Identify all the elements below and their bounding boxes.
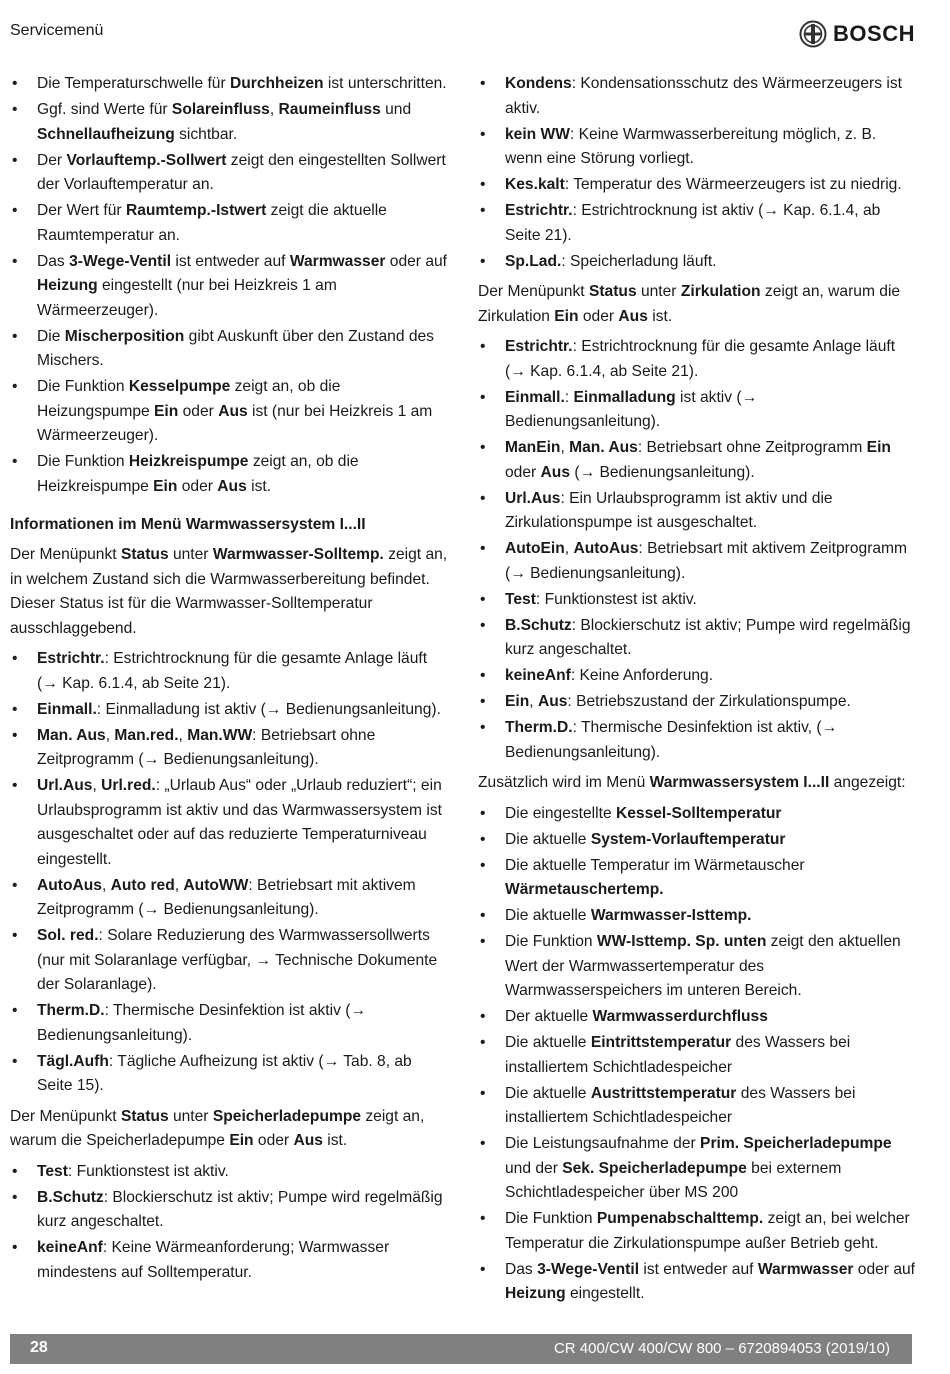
paragraph: Der Menüpunkt Status unter Speicherladepumpe zeigt an, warum die Speicherladepumpe Ein oder Aus ist. <box>10 1107 425 1149</box>
list-item: • Url.Aus, Url.red.: „Urlaub Aus“ oder „Urlaub reduziert“; ein Urlaubsprogramm ist aktiv und das Warmwassersystem ist ausgeschaltet oder auf das reduzierte Temperaturniveau eingestellt. <box>10 774 450 872</box>
list-item: • Die Funktion Heizkreispumpe zeigt an, ob die Heizkreispumpe Ein oder Aus ist. <box>10 450 450 499</box>
list-item: • Tägl.Aufh: Tägliche Aufheizung ist aktiv (→ Tab. 8, ab Seite 15). <box>10 1050 450 1099</box>
list-item: • Einmall.: Einmalladung ist aktiv (→ Bedienungsanleitung). <box>478 386 915 435</box>
list-item: • Ggf. sind Werte für Solareinfluss, Raumeinfluss und Schnellaufheizung sichtbar. <box>10 98 450 147</box>
list-item: • keineAnf: Keine Anforderung. <box>478 664 915 689</box>
list-item: • Die aktuelle Temperatur im Wärmetauscher Wärmetauschertemp. <box>478 854 915 903</box>
paragraph: Der Menüpunkt Status unter Warmwasser-Solltemp. zeigt an, in welchem Zustand sich die Warmwasserbereitung befindet. Dieser Status ist für die Warmwasser-Solltemperatur ausschlaggebend. <box>10 546 448 637</box>
list-item: • Die aktuelle Eintrittstemperatur des Wassers bei installiertem Schichtladespeicher <box>478 1031 915 1080</box>
bullet-list <box>10 1160 450 1286</box>
list-item: • keineAnf: Keine Wärmeanforderung; Warmwasser mindestens auf Solltemperatur. <box>10 1236 450 1285</box>
bullet-list <box>478 802 915 1307</box>
list-item: • Die aktuelle Warmwasser-Isttemp. <box>478 904 915 929</box>
list-item: • Die Funktion Kesselpumpe zeigt an, ob die Heizungspumpe Ein oder Aus ist (nur bei Heizkreis 1 am Wärmeerzeuger). <box>10 375 450 449</box>
list-item: • AutoEin, AutoAus: Betriebsart mit aktivem Zeitprogramm (→ Bedienungsanleitung). <box>478 537 915 586</box>
list-item: • Url.Aus: Ein Urlaubsprogramm ist aktiv und die Zirkulationspumpe ist ausgeschaltet. <box>478 487 915 536</box>
list-item: • Estrichtr.: Estrichtrocknung für die gesamte Anlage läuft (→ Kap. 6.1.4, ab Seite 21). <box>478 335 915 384</box>
list-item: • Die Funktion WW-Isttemp. Sp. unten zeigt den aktuellen Wert der Warmwassertemperatur des Warmwasserspeichers im unteren Bereich. <box>478 930 915 1004</box>
list-item: • Sp.Lad.: Speicherladung läuft. <box>478 250 915 275</box>
page-number: 28 <box>30 1339 48 1356</box>
brand-logo <box>799 20 915 48</box>
list-item: • ManEin, Man. Aus: Betriebsart ohne Zeitprogramm Ein oder Aus (→ Bedienungsanleitung). <box>478 436 915 485</box>
list-item: • Das 3-Wege-Ventil ist entweder auf Warmwasser oder auf Heizung eingestellt. <box>478 1258 915 1307</box>
list-item: • Die eingestellte Kessel-Solltemperatur <box>478 802 915 827</box>
left-column <box>10 72 450 1291</box>
page-header <box>10 20 915 46</box>
paragraph: Der Menüpunkt Status unter Zirkulation zeigt an, warum die Zirkulation Ein oder Aus ist. <box>478 283 901 325</box>
list-item: • Die aktuelle System-Vorlauftemperatur <box>478 828 915 853</box>
list-item: • B.Schutz: Blockierschutz ist aktiv; Pumpe wird regelmäßig kurz angeschaltet. <box>10 1186 450 1235</box>
list-item: • Der aktuelle Warmwasserdurchfluss <box>478 1005 915 1030</box>
paragraph: Zusätzlich wird im Menü Warmwassersystem I...II angezeigt: <box>478 774 906 791</box>
bullet-list <box>478 72 915 274</box>
list-item: • Estrichtr.: Estrichtrocknung für die gesamte Anlage läuft (→ Kap. 6.1.4, ab Seite 21). <box>10 647 450 696</box>
brand-name: BOSCH <box>833 21 915 46</box>
list-item: • Estrichtr.: Estrichtrocknung ist aktiv (→ Kap. 6.1.4, ab Seite 21). <box>478 199 915 248</box>
list-item: • Die Leistungsaufnahme der Prim. Speicherladepumpe und der Sek. Speicherladepumpe bei externem Schichtladespeicher über MS 200 <box>478 1132 915 1206</box>
list-item: • Der Vorlauftemp.-Sollwert zeigt den eingestellten Sollwert der Vorlauftemperatur an. <box>10 149 450 198</box>
list-item: • Therm.D.: Thermische Desinfektion ist aktiv, (→ Bedienungsanleitung). <box>478 716 915 765</box>
list-item: • Kondens: Kondensationsschutz des Wärmeerzeugers ist aktiv. <box>478 72 915 121</box>
section-heading: Informationen im Menü Warmwassersystem I...II <box>10 516 366 533</box>
list-item: • B.Schutz: Blockierschutz ist aktiv; Pumpe wird regelmäßig kurz angeschaltet. <box>478 614 915 663</box>
bullet-list <box>10 647 450 1099</box>
list-item: • Man. Aus, Man.red., Man.WW: Betriebsart ohne Zeitprogramm (→ Bedienungsanleitung). <box>10 724 450 773</box>
list-item: • Test: Funktionstest ist aktiv. <box>10 1160 450 1185</box>
page-footer <box>10 1334 912 1364</box>
bosch-armature-icon <box>799 20 827 48</box>
list-item: • kein WW: Keine Warmwasserbereitung möglich, z. B. wenn eine Störung vorliegt. <box>478 123 915 172</box>
list-item: • Die Mischerposition gibt Auskunft über den Zustand des Mischers. <box>10 325 450 374</box>
list-item: • Das 3-Wege-Ventil ist entweder auf Warmwasser oder auf Heizung eingestellt (nur bei Heizkreis 1 am Wärmeerzeuger). <box>10 250 450 324</box>
bullet-list <box>478 335 915 765</box>
list-item: • Die Funktion Pumpenabschalttemp. zeigt an, bei welcher Temperatur die Zirkulationspumpe außer Betrieb geht. <box>478 1207 915 1256</box>
bullet-list <box>10 72 450 499</box>
list-item: • Sol. red.: Solare Reduzierung des Warmwassersollwerts (nur mit Solaranlage verfügbar, → Technische Dokumente der Solaranlage). <box>10 924 450 998</box>
list-item: • Die aktuelle Austrittstemperatur des Wassers bei installiertem Schichtladespeicher <box>478 1082 915 1131</box>
list-item: • Ein, Aus: Betriebszustand der Zirkulationspumpe. <box>478 690 915 715</box>
section-title: Servicemenü <box>10 22 104 39</box>
list-item: • Die Temperaturschwelle für Durchheizen ist unterschritten. <box>10 72 450 97</box>
right-column <box>478 72 915 1313</box>
list-item: • Test: Funktionstest ist aktiv. <box>478 588 915 613</box>
document-id: CR 400/CW 400/CW 800 – 6720894053 (2019/10) <box>553 1340 890 1357</box>
list-item: • Therm.D.: Thermische Desinfektion ist aktiv (→ Bedienungsanleitung). <box>10 999 450 1048</box>
list-item: • Einmall.: Einmalladung ist aktiv (→ Bedienungsanleitung). <box>10 698 450 723</box>
list-item: • Der Wert für Raumtemp.-Istwert zeigt die aktuelle Raumtemperatur an. <box>10 199 450 248</box>
list-item: • Kes.kalt: Temperatur des Wärmeerzeugers ist zu niedrig. <box>478 173 915 198</box>
list-item: • AutoAus, Auto red, AutoWW: Betriebsart mit aktivem Zeitprogramm (→ Bedienungsanleitung). <box>10 874 450 923</box>
